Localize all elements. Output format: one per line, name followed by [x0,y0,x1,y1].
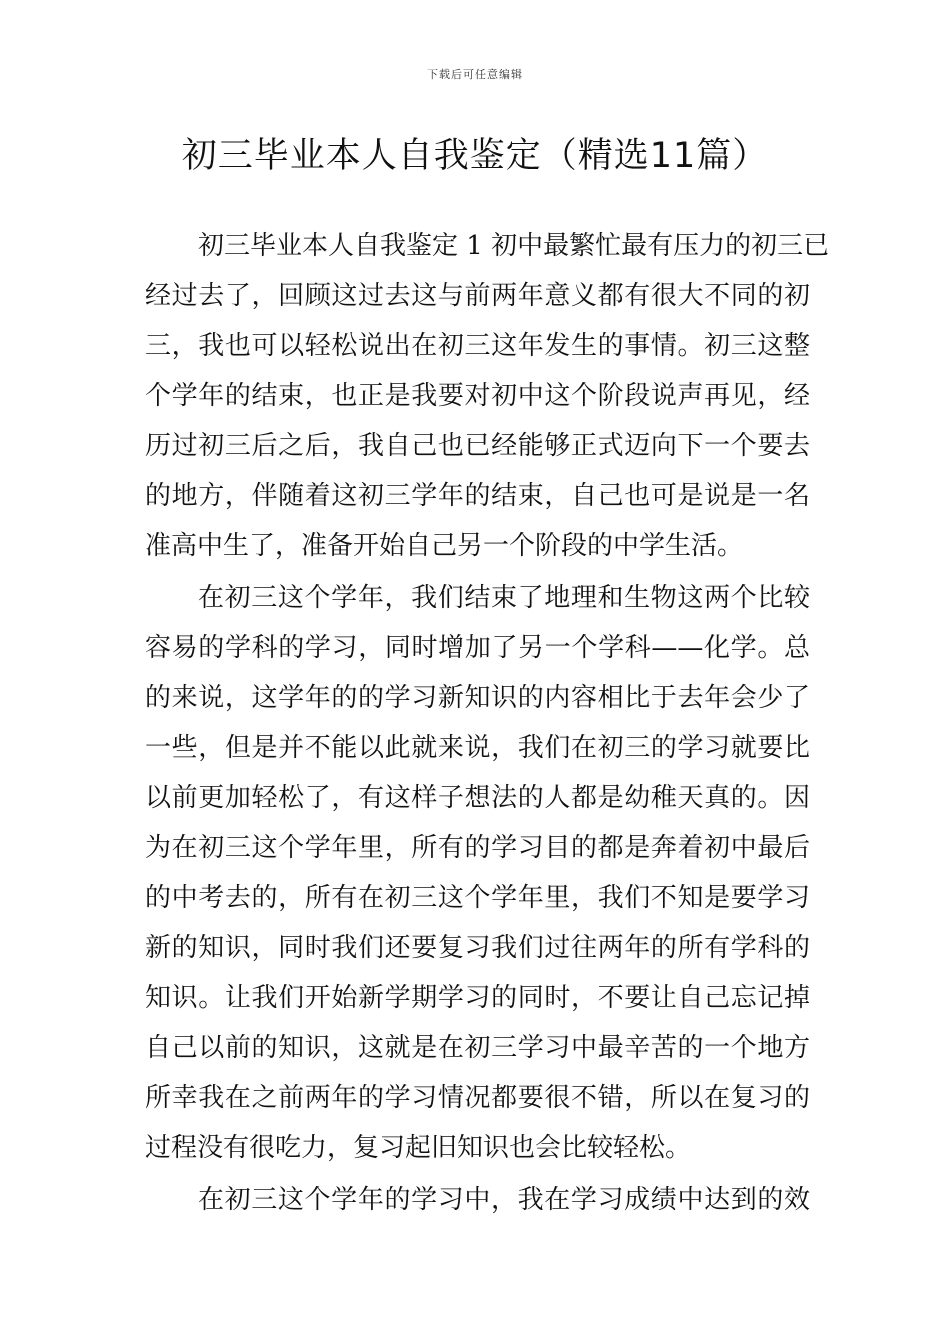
paragraph-3 [145,1175,810,1225]
header-note: 下载后可任意编辑 [427,68,523,81]
text-line: 以前更加轻松了，有这样子想法的人都是幼稚天真的。因 [145,783,810,813]
text-line: 新的知识，同时我们还要复习我们过往两年的所有学科的 [145,933,810,963]
text-line: 在初三这个学年，我们结束了地理和生物这两个比较 [198,583,810,613]
paragraph-1 [145,221,830,571]
text-line: 准高中生了，准备开始自己另一个阶段的中学生活。 [145,531,744,561]
text-line: 的来说，这学年的的学习新知识的内容相比于去年会少了 [145,683,810,713]
document-title: 初三毕业本人自我鉴定（精选11篇） [181,136,769,176]
text-line: 三，我也可以轻松说出在初三这年发生的事情。初三这整 [145,331,810,361]
paragraph-2 [145,573,810,1173]
text-line: 个学年的结束，也正是我要对初中这个阶段说声再见，经 [145,381,810,411]
text-line: 过程没有很吃力，复习起旧知识也会比较轻松。 [145,1133,692,1163]
text-line: 经过去了，回顾这过去这与前两年意义都有很大不同的初 [145,281,810,311]
text-line: 容易的学科的学习，同时增加了另一个学科——化学。总 [145,633,810,663]
text-line: 历过初三后之后，我自己也已经能够正式迈向下一个要去 [145,431,810,461]
text-line: 初三毕业本人自我鉴定 1 初中最繁忙最有压力的初三已 [198,231,830,261]
text-line: 所幸我在之前两年的学习情况都要很不错，所以在复习的 [145,1083,810,1113]
document-body [145,221,830,1227]
text-line: 自己以前的知识，这就是在初三学习中最辛苦的一个地方 [145,1033,810,1063]
text-line: 知识。让我们开始新学期学习的同时，不要让自己忘记掉 [145,983,810,1013]
text-line: 的中考去的，所有在初三这个学年里，我们不知是要学习 [145,883,810,913]
text-line: 为在初三这个学年里，所有的学习目的都是奔着初中最后 [145,833,810,863]
text-line: 一些，但是并不能以此就来说，我们在初三的学习就要比 [145,733,810,763]
text-line: 的地方，伴随着这初三学年的结束，自己也可是说是一名 [145,481,810,511]
text-line: 在初三这个学年的学习中，我在学习成绩中达到的效 [198,1185,810,1215]
